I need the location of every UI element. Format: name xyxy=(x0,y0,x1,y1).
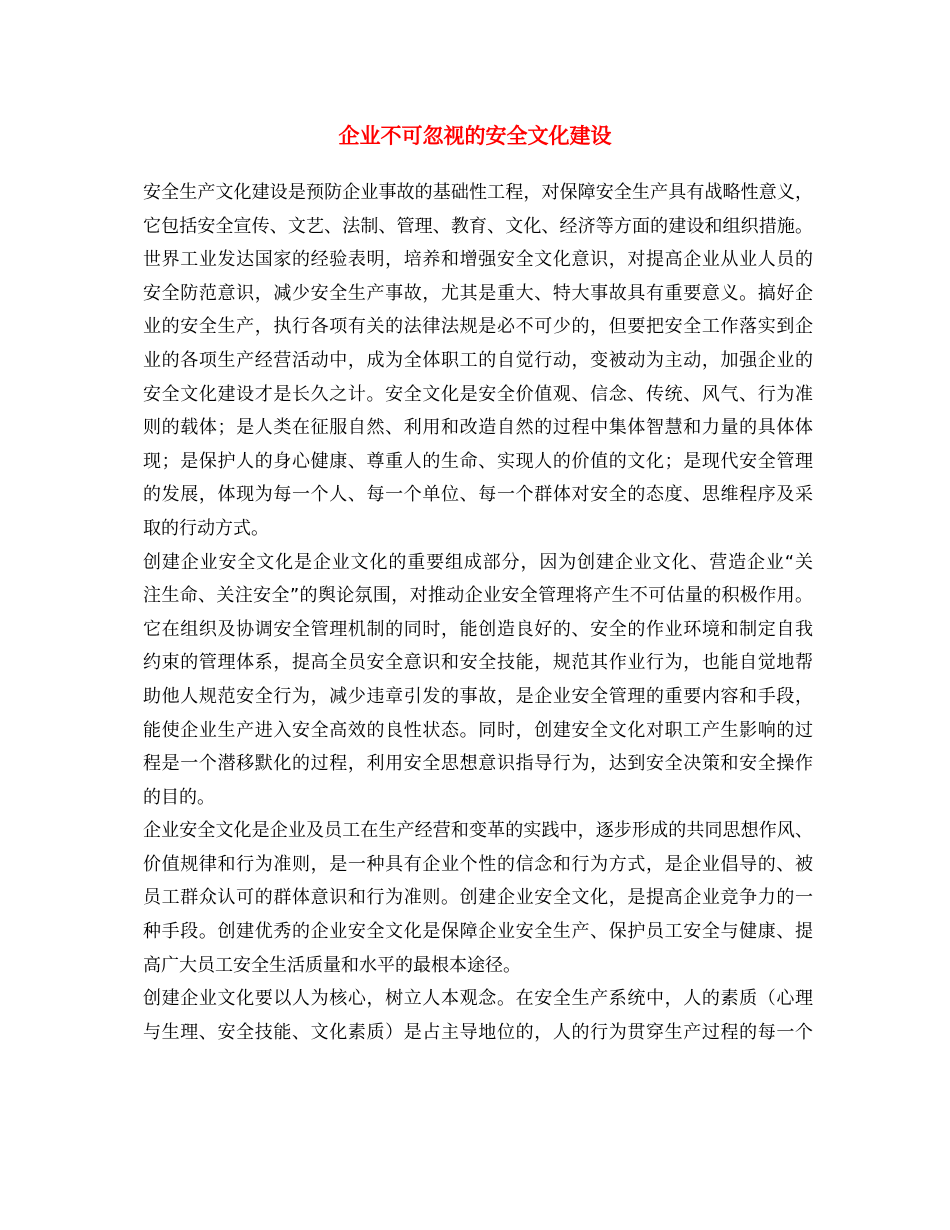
text-line: 价值规律和行为准则，是一种具有企业个性的信念和行为方式，是企业倡导的、被 xyxy=(143,853,813,875)
text-line: 的发展，体现为每一个人、每一个单位、每一个群体对安全的态度、思维程序及采 xyxy=(143,484,813,506)
text-line: 注生命、关注安全”的舆论氛围，对推动企业安全管理将产生不可估量的积极作用。 xyxy=(143,585,813,607)
text-line: 则的载体；是人类在征服自然、利用和改造自然的过程中集体智慧和力量的具体体 xyxy=(143,417,813,439)
text-line: 现；是保护人的身心健康、尊重人的生命、实现人的价值的文化；是现代安全管理 xyxy=(143,450,813,472)
text-line: 安全生产文化建设是预防企业事故的基础性工程，对保障安全生产具有战略性意义， xyxy=(143,182,813,203)
text-line: 能使企业生产进入安全高效的良性状态。同时，创建安全文化对职工产生影响的过 xyxy=(143,719,813,741)
text-line: 安全文化建设才是长久之计。安全文化是安全价值观、信念、传统、风气、行为准 xyxy=(143,383,813,405)
document-body xyxy=(143,176,813,1049)
text-line: 取的行动方式。 xyxy=(143,517,269,539)
document-title: 企业不可忽视的安全文化建设 xyxy=(338,124,612,148)
text-line: 种手段。创建优秀的企业安全文化是保障企业安全生产、保护员工安全与健康、提 xyxy=(143,921,813,943)
text-line: 与生理、安全技能、文化素质）是占主导地位的，人的行为贯穿生产过程的每一个 xyxy=(143,1021,813,1043)
text-line: 助他人规范安全行为，减少违章引发的事故，是企业安全管理的重要内容和手段， xyxy=(143,685,813,707)
text-line: 业的各项生产经营活动中，成为全体职工的自觉行动，变被动为主动，加强企业的 xyxy=(143,349,813,371)
text-line: 它包括安全宣传、文艺、法制、管理、教育、文化、经济等方面的建设和组织措施。 xyxy=(143,215,813,237)
text-line: 员工群众认可的群体意识和行为准则。创建企业安全文化，是提高企业竞争力的一 xyxy=(143,887,813,909)
text-line: 约束的管理体系，提高全员安全意识和安全技能，规范其作业行为，也能自觉地帮 xyxy=(143,652,813,674)
text-line: 企业安全文化是企业及员工在生产经营和变革的实践中，逐步形成的共同思想作风、 xyxy=(143,820,813,842)
text-line: 业的安全生产，执行各项有关的法律法规是必不可少的，但要把安全工作落实到企 xyxy=(143,316,813,338)
text-line: 安全防范意识，减少安全生产事故，尤其是重大、特大事故具有重要意义。搞好企 xyxy=(143,282,813,304)
text-line: 它在组织及协调安全管理机制的同时，能创造良好的、安全的作业环境和制定自我 xyxy=(143,618,813,640)
text-line: 的目的。 xyxy=(143,786,215,808)
text-line: 创建企业安全文化是企业文化的重要组成部分，因为创建企业文化、营造企业“关 xyxy=(143,551,813,573)
text-line: 世界工业发达国家的经验表明，培养和增强安全文化意识，对提高企业从业人员的 xyxy=(143,249,813,271)
text-line: 高广大员工安全生活质量和水平的最根本途径。 xyxy=(143,954,521,976)
text-line: 程是一个潜移默化的过程，利用安全思想意识指导行为，达到安全决策和安全操作 xyxy=(143,753,813,775)
text-line: 创建企业文化要以人为核心，树立人本观念。在安全生产系统中，人的素质（心理 xyxy=(143,988,813,1010)
